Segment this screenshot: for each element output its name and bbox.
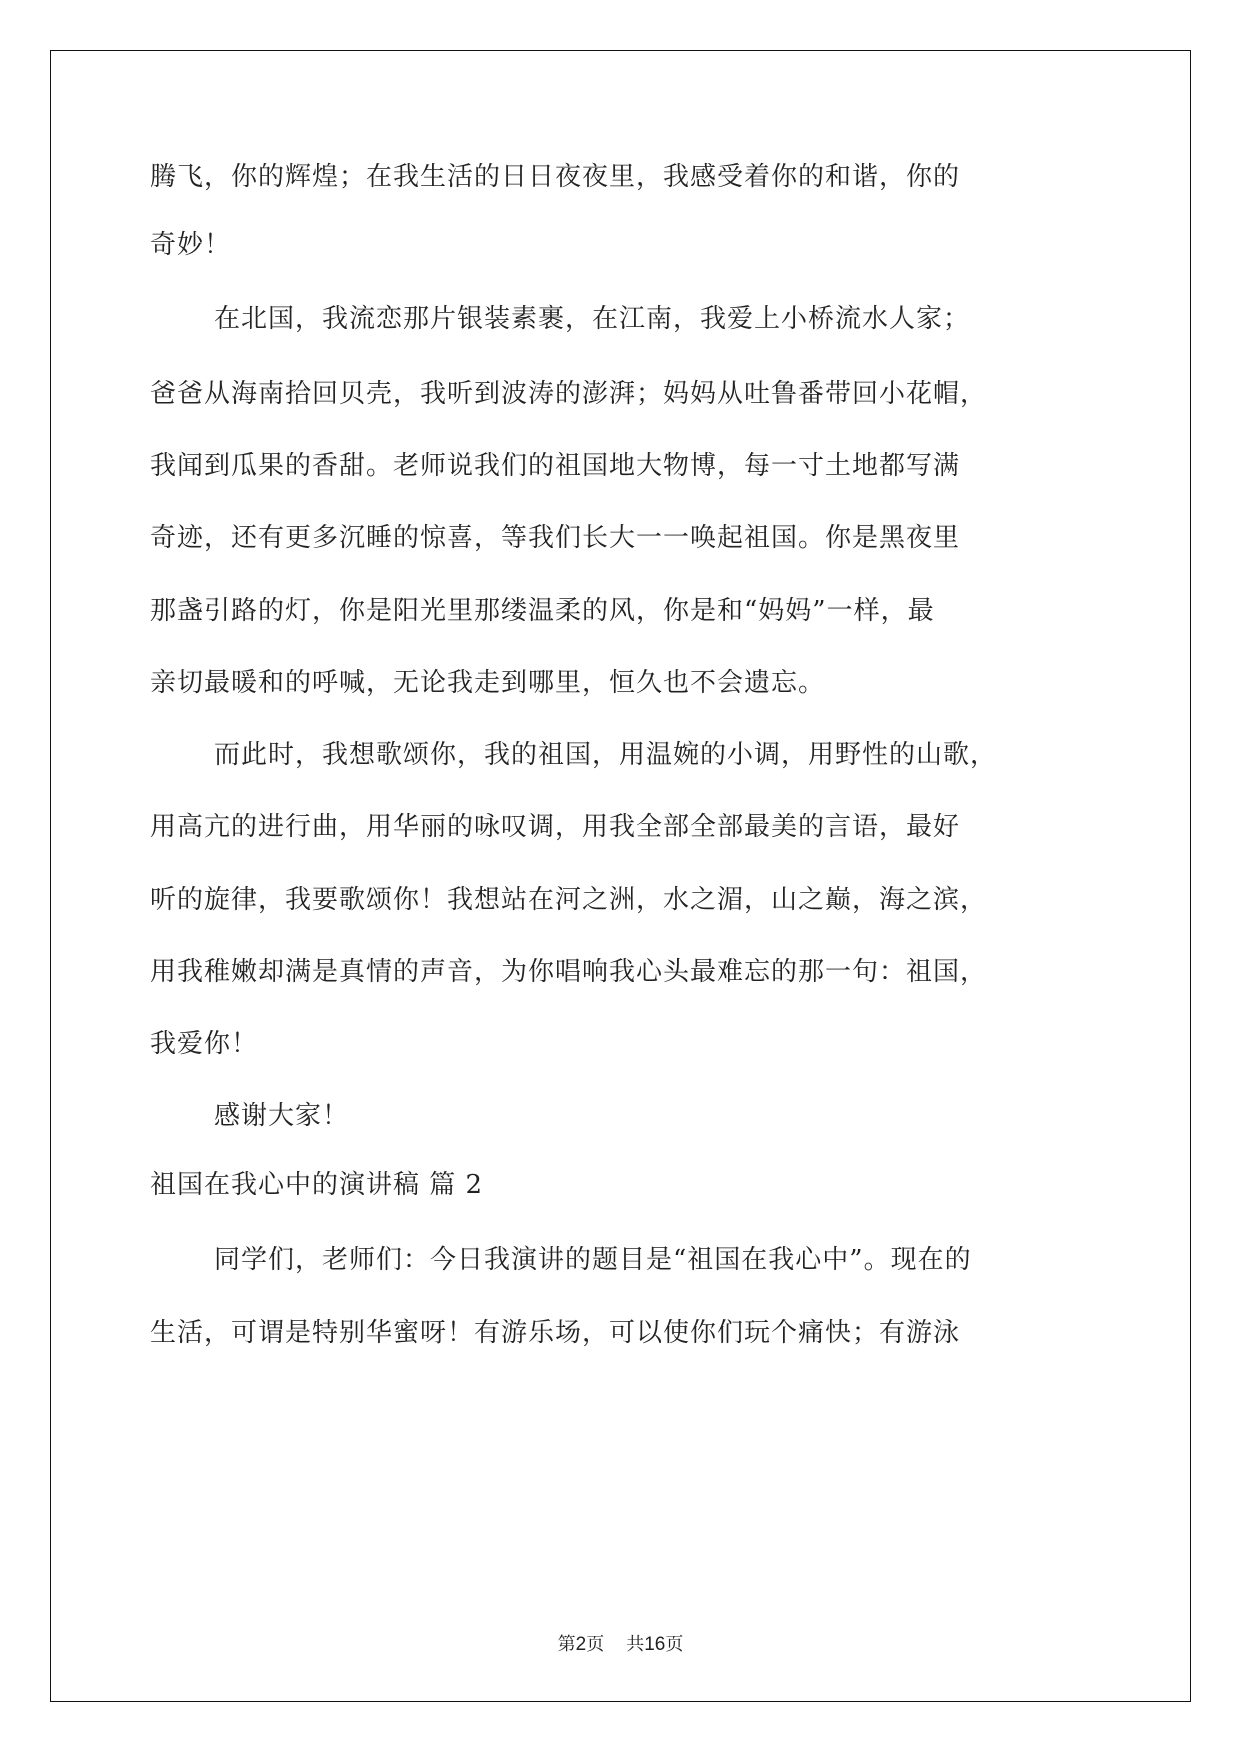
footer-total-number: 16: [644, 1634, 666, 1655]
paragraph-start-line: 同学们，老师们：今日我演讲的题目是“祖国在我心中”。现在的: [214, 1245, 972, 1275]
body-line: 亲切最暖和的呼喊，无论我走到哪里，恒久也不会遗忘。: [150, 668, 826, 698]
body-line: 爸爸从海南拾回贝壳，我听到波涛的澎湃；妈妈从吐鲁番带回小花帽，: [150, 379, 988, 409]
body-line: 我闻到瓜果的香甜。老师说我们的祖国地大物博，每一寸土地都写满: [150, 451, 961, 481]
footer-total-suffix: 页: [665, 1634, 684, 1655]
paragraph-start-line: 而此时，我想歌颂你，我的祖国，用温婉的小调，用野性的山歌，: [214, 740, 998, 770]
body-line: 用我稚嫩却满是真情的声音，为你唱响我心头最难忘的那一句：祖国，: [150, 957, 988, 987]
body-line: 那盏引路的灯，你是阳光里那缕温柔的风，你是和“妈妈”一样，最: [150, 596, 935, 626]
body-line: 听的旋律，我要歌颂你！我想站在河之洲，水之湄，山之巅，海之滨，: [150, 885, 988, 915]
body-line: 腾飞，你的辉煌；在我生活的日日夜夜里，我感受着你的和谐，你的: [150, 162, 961, 192]
footer-total-prefix: 共: [626, 1634, 645, 1655]
body-line: 生活，可谓是特别华蜜呀！有游乐场，可以使你们玩个痛快；有游泳: [150, 1318, 961, 1348]
body-line: 我爱你！: [150, 1029, 259, 1059]
footer-page-number: 2: [575, 1634, 587, 1655]
paragraph-start-line: 在北国，我流恋那片银装素裹，在江南，我爱上小桥流水人家；: [214, 304, 971, 334]
page-border: [50, 50, 1191, 1702]
footer-page-prefix: 第: [557, 1634, 576, 1655]
body-line: 用高亢的进行曲，用华丽的咏叹调，用我全部全部最美的言语，最好: [150, 812, 961, 842]
page-footer: [0, 1633, 1241, 1657]
footer-page-suffix: 页: [586, 1634, 605, 1655]
body-line: 奇妙！: [150, 230, 232, 260]
closing-line: 感谢大家！: [214, 1101, 350, 1131]
section-heading: 祖国在我心中的演讲稿 篇 2: [150, 1170, 484, 1200]
body-line: 奇迹，还有更多沉睡的惊喜，等我们长大一一唤起祖国。你是黑夜里: [150, 523, 961, 553]
